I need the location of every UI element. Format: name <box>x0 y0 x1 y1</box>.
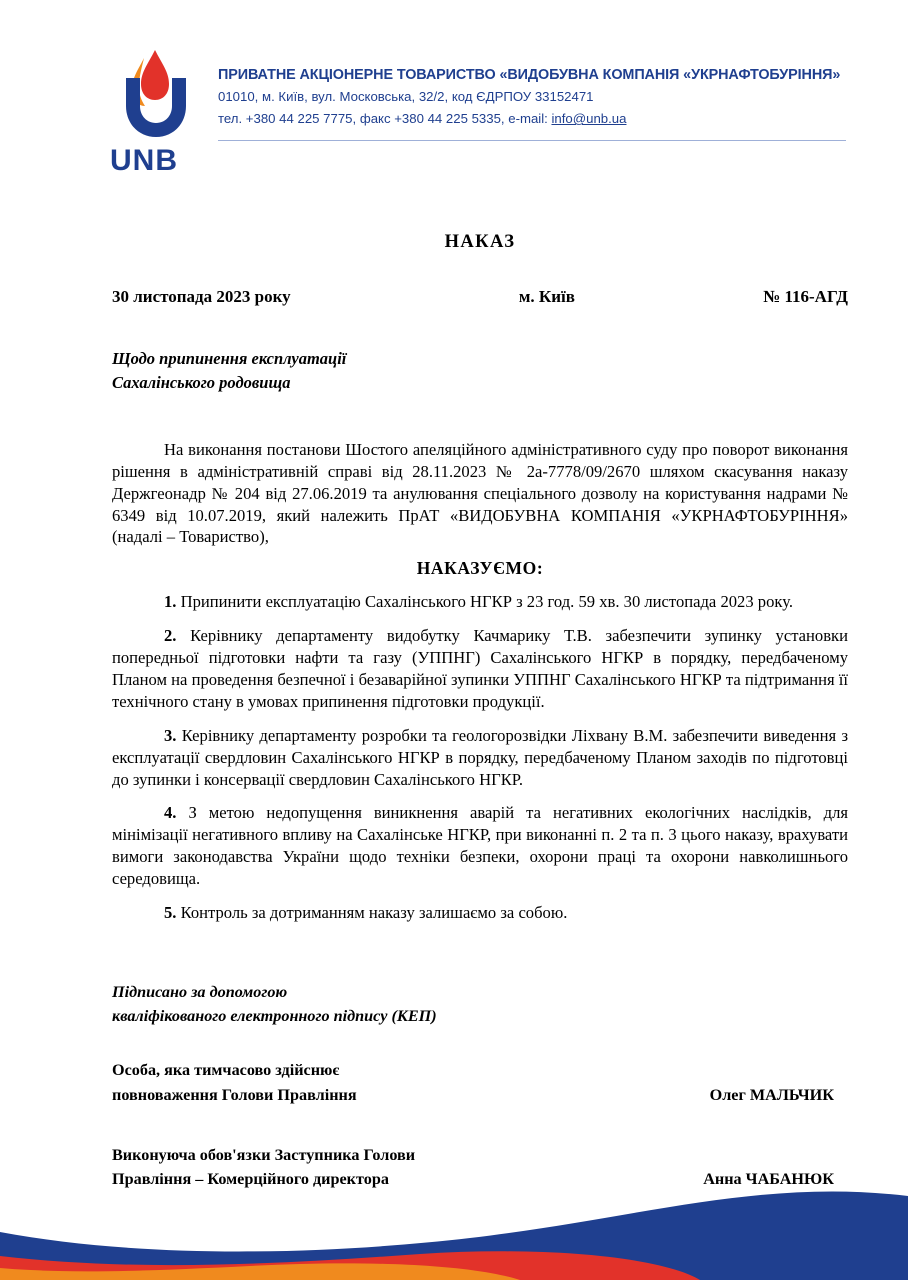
email-link[interactable]: info@unb.ua <box>551 111 627 127</box>
order-item-text: З метою недопущення виникнення аварій та негативних екологічних наслідків, для мінімізації негативного впливу на Сахалінське НГКР, при виконанні п. 2 та п. 3 цього наказу, врахувати вимоги законодавства України щодо техніки безпеки, охорони праці та охорони навколишнього середовища. <box>112 803 848 889</box>
signature-note-line-2: кваліфікованого електронного підпису (КЕП) <box>112 1007 437 1026</box>
order-item-text: Контроль за дотриманням наказу залишаємо за собою. <box>180 902 568 922</box>
signatory-role-line-1: Виконуюча обов'язки Заступника Голови <box>112 1146 416 1165</box>
unb-flame-icon <box>108 48 204 140</box>
signatory-role-line-2: повноваження Голови Правління <box>112 1085 357 1104</box>
document-body <box>0 232 908 1192</box>
document-meta <box>112 287 848 307</box>
order-item <box>112 902 848 924</box>
signature-note <box>112 980 848 1029</box>
company-contacts <box>218 109 846 129</box>
signature-note-line-1: Підписано за допомогою <box>112 982 288 1001</box>
order-item <box>112 725 848 791</box>
document-city: м. Київ <box>518 287 575 306</box>
order-item-number: 1. <box>164 592 177 612</box>
order-item-text: Керівнику департаменту видобутку Качмарику Т.В. забезпечити зупинку установки попередньої підготовки нафти та газу (УППНГ) Сахалінського НГКР в порядку, передбаченому Планом на проведення безпечної і безаварійної зупинки УППНГ Сахалінського НГКР та підтримання її технічного стану в умовах припинення підготовки продукції. <box>112 626 848 711</box>
order-item <box>112 591 848 613</box>
logo-wordmark: UNB <box>110 144 178 177</box>
document-title: НАКАЗ <box>444 232 516 252</box>
contacts-text: тел. +380 44 225 7775, факс +380 44 225 5335, e-mail: <box>218 111 552 127</box>
order-item-number: 3. <box>164 725 177 745</box>
preamble-paragraph: На виконання постанови Шостого апеляційного адміністративного суду про поворот виконання рішення в адміністративній справі від 28.11.2023 № 2а-7778/09/2670 шляхом скасування наказу Держгеонадр № 204 від 27.06.2019 та анулювання спеціального дозволу на користування надрами № 6349 від 10.07.2019, який належить ПрАТ «ВИДОБУВНА КОМПАНІЯ «УКРНАФТОБУРІННЯ» (надалі – Товариство), <box>112 439 848 547</box>
letterhead-text <box>204 48 846 141</box>
order-item-number: 5. <box>164 902 177 922</box>
order-item-text: Припинити експлуатацію Сахалінського НГКР з 23 год. 59 хв. 30 листопада 2023 року. <box>180 592 793 612</box>
signatory-role-line-2: Правління – Комерційного директора <box>112 1170 389 1189</box>
order-item-number: 4. <box>164 803 177 823</box>
signatory-role <box>112 1058 357 1107</box>
wave-graphic <box>0 1160 908 1280</box>
document-subject <box>112 347 848 395</box>
footer-wave-decoration <box>0 1160 908 1280</box>
order-item <box>112 625 848 713</box>
subject-line-2: Сахалінського родовища <box>112 372 291 392</box>
order-item-text: Керівнику департаменту розробки та геологорозвідки Ліхвану В.М. забезпечити виведення з експлуатації свердловин Сахалінського НГКР в порядку, передбаченому Планом заходів по підготовці до зупинки і консервації свердловин Сахалінського НГКР. <box>112 725 848 789</box>
signatory-role-line-1: Особа, яка тимчасово здійснює <box>112 1061 340 1080</box>
company-address: 01010, м. Київ, вул. Московська, 32/2, код ЄДРПОУ 33152471 <box>218 88 594 104</box>
document-date: 30 листопада 2023 року <box>112 287 291 306</box>
order-item <box>112 802 848 890</box>
order-item-number: 2. <box>164 626 177 646</box>
document-number: № 116-АГД <box>763 287 848 306</box>
company-name: ПРИВАТНЕ АКЦІОНЕРНЕ ТОВАРИСТВО «ВИДОБУВНА КОМПАНІЯ «УКРНАФТОБУРІННЯ» <box>218 67 841 83</box>
company-logo <box>108 48 204 178</box>
signatory-name: Олег МАЛЬЧИК <box>709 1085 834 1104</box>
subject-line-1: Щодо припинення експлуатації <box>112 349 347 368</box>
header-divider <box>218 140 846 141</box>
order-keyword: НАКАЗУЄМО: <box>416 558 544 579</box>
signatory-name: Анна ЧАБАНЮК <box>703 1170 834 1189</box>
letterhead <box>0 0 908 178</box>
signatory-block <box>112 1058 848 1107</box>
